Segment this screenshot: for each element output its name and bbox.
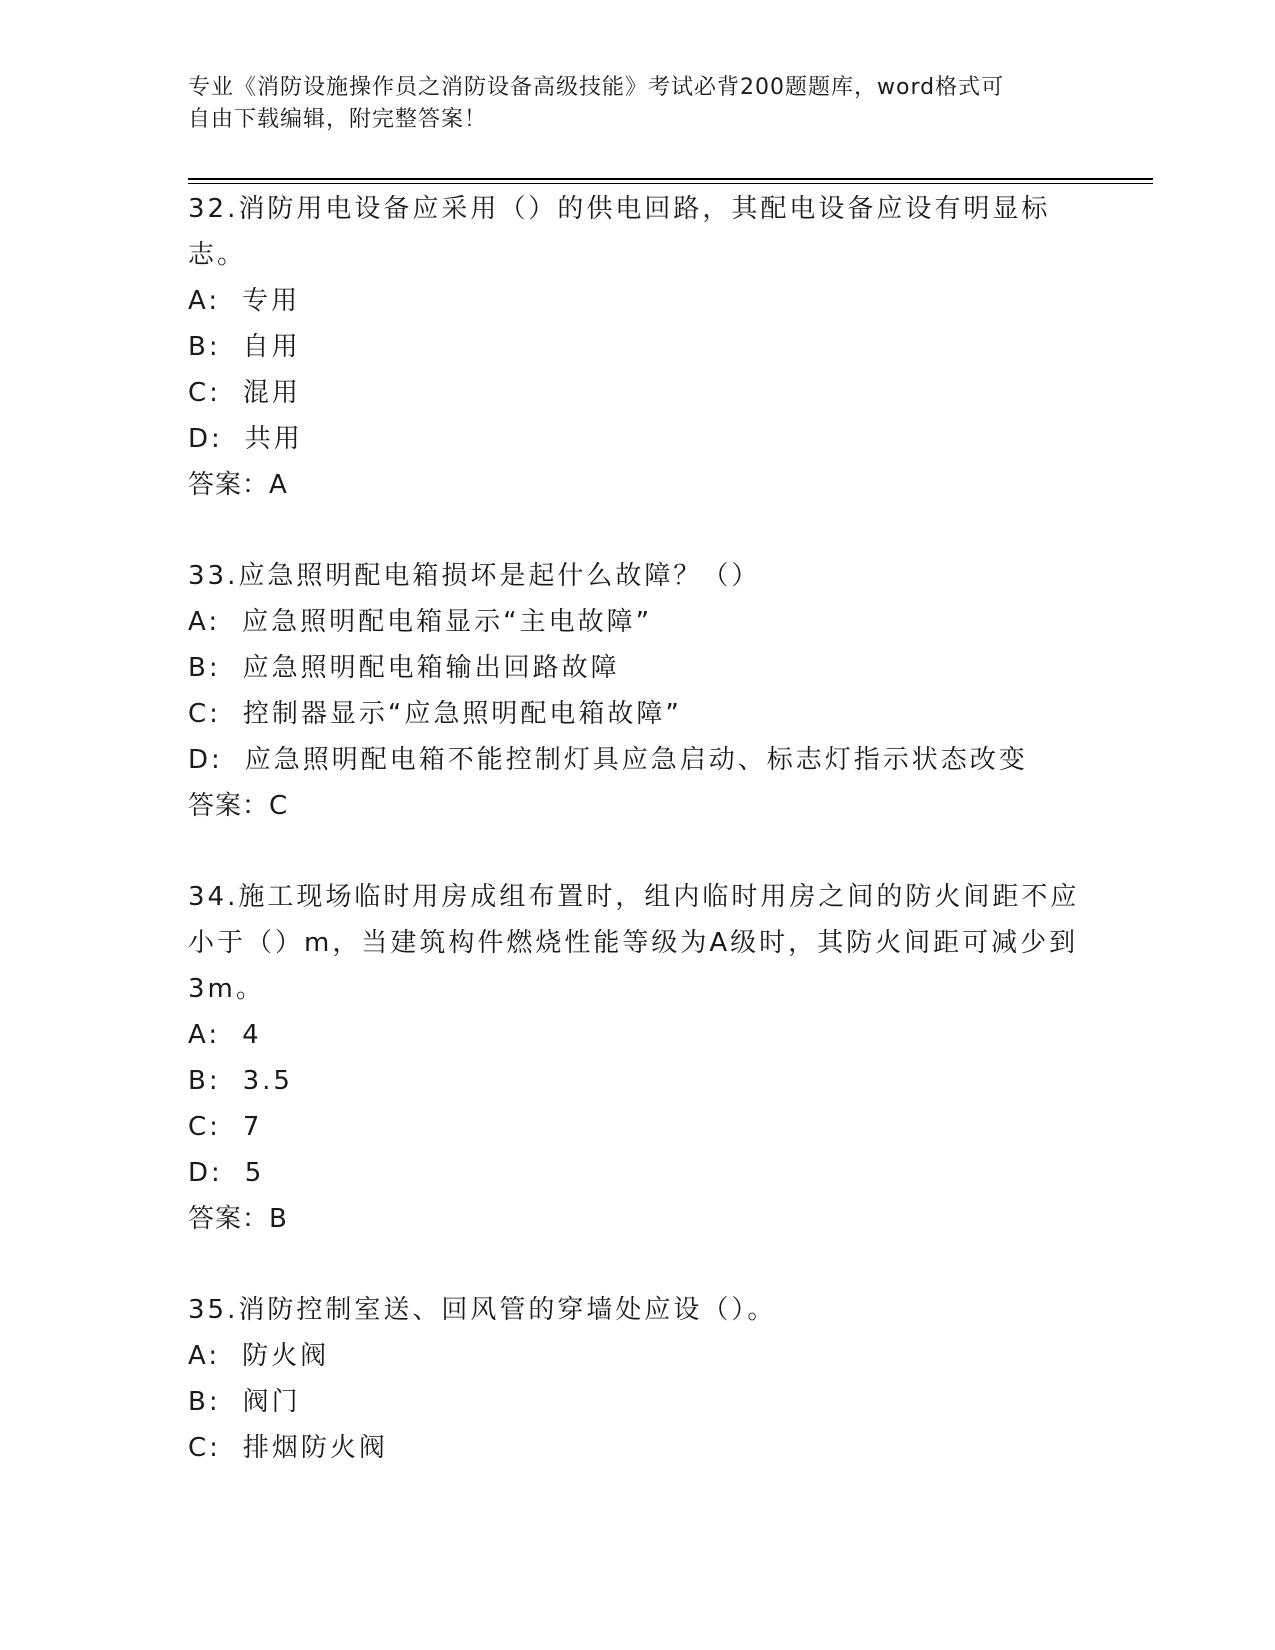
option-text: 阀门 [242,1387,301,1417]
option-key: D: [188,745,223,775]
option-key: A: [188,1341,221,1371]
option-text: 混用 [242,378,301,408]
option-text: 应急照明配电箱显示“主电故障” [242,607,653,637]
option-text: 应急照明配电箱输出回路故障 [242,653,620,683]
question-stem: 35.消防控制室送、回风管的穿墙处应设（）。 [188,1295,777,1325]
option-text: 自用 [242,332,301,362]
option-a [188,1012,1088,1058]
document-header [188,72,1068,136]
option-text: 共用 [244,424,303,454]
option-b [188,324,1088,370]
option-b [188,645,1088,691]
option-key: C: [188,378,221,408]
answer-line: 答案：A [188,470,288,500]
option-key: A: [188,1020,221,1050]
question-32 [188,186,1088,508]
option-key: B: [188,1387,221,1417]
option-c [188,1104,1088,1150]
option-b [188,1379,1088,1425]
option-text: 专用 [242,286,301,316]
option-key: A: [188,607,221,637]
question-34 [188,874,1088,1242]
option-key: B: [188,653,221,683]
option-c [188,1425,1088,1471]
answer-line: 答案：B [188,1204,288,1234]
option-text: 防火阀 [242,1341,330,1371]
question-stem: 32.消防用电设备应采用（）的供电回路，其配电设备应设有明显标志。 [188,194,1051,270]
questions-list [188,186,1088,1516]
question-stem: 33.应急照明配电箱损坏是起什么故障？（） [188,561,761,591]
header-line-1: 专业《消防设施操作员之消防设备高级技能》考试必背200题题库，word格式可 [188,75,1005,100]
option-key: C: [188,1112,221,1142]
option-key: A: [188,286,221,316]
option-b [188,1058,1088,1104]
option-key: B: [188,1066,221,1096]
option-text: 排烟防火阀 [242,1433,388,1463]
option-key: C: [188,699,221,729]
option-d [188,416,1088,462]
question-33 [188,553,1088,829]
option-key: B: [188,332,221,362]
question-35 [188,1287,1088,1471]
header-line-2: 自由下载编辑，附完整答案！ [188,107,488,132]
option-a [188,1333,1088,1379]
option-c [188,691,1088,737]
option-a [188,599,1088,645]
option-text: 控制器显示“应急照明配电箱故障” [242,699,682,729]
question-stem: 34.施工现场临时用房成组布置时，组内临时用房之间的防火间距不应小于（）m，当建筑构件燃烧性能等级为A级时，其防火间距可减少到3m。 [188,882,1080,1004]
option-d [188,1150,1088,1196]
option-text: 5 [244,1158,265,1188]
header-divider [188,178,1153,184]
option-key: C: [188,1433,221,1463]
option-d [188,737,1088,783]
option-c [188,370,1088,416]
option-text: 3.5 [242,1066,293,1096]
option-key: D: [188,1158,223,1188]
option-key: D: [188,424,223,454]
option-text: 应急照明配电箱不能控制灯具应急启动、标志灯指示状态改变 [244,745,1028,775]
option-a [188,278,1088,324]
option-text: 7 [242,1112,263,1142]
option-text: 4 [242,1020,262,1050]
answer-line: 答案：C [188,791,289,821]
